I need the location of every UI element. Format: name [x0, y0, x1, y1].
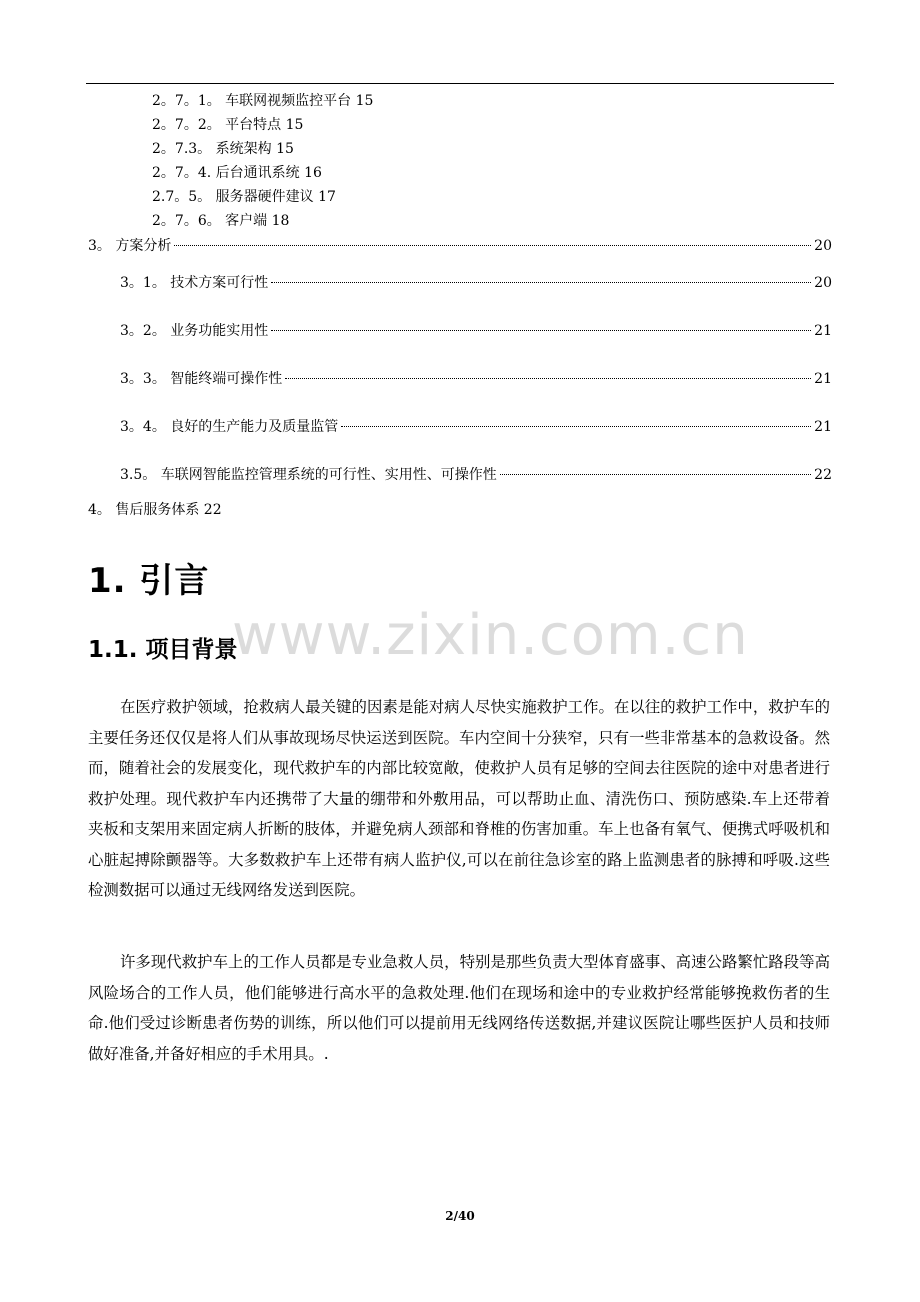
toc-item-2-7-5[interactable]: 2.7。5。 服务器硬件建议 17: [152, 189, 336, 205]
toc-item-3[interactable]: [88, 237, 832, 255]
toc-page-number: 21: [814, 323, 832, 339]
toc-page-number: 22: [814, 467, 832, 483]
toc-item-3-4[interactable]: [120, 418, 832, 436]
watermark: www.zixin.com.cn: [232, 603, 749, 668]
toc-leader-dots: [174, 245, 811, 246]
toc-label: 3。4。 良好的生产能力及质量监管: [120, 419, 339, 435]
toc-label: 3。2。 业务功能实用性: [120, 323, 269, 339]
heading-project-background: 1.1. 项目背景: [88, 637, 238, 663]
toc-item-3-1[interactable]: [120, 274, 832, 292]
body-paragraph-2: 许多现代救护车上的工作人员都是专业急救人员，特别是那些负责大型体育盛事、高速公路繁忙路段等高风险场合的工作人员，他们能够进行高水平的急救处理.他们在现场和途中的专业救护经常能够挽救伤者的生命.他们受过诊断患者伤势的训练，所以他们可以提前用无线网络传送数据,并建议医院让哪些医护人员和技师做好准备,并备好相应的手术用具。.: [88, 953, 830, 1063]
toc-label: 3。 方案分析: [88, 238, 172, 254]
toc-leader-dots: [341, 426, 811, 427]
toc-leader-dots: [271, 282, 811, 283]
body-paragraph-1: 在医疗救护领域，抢救病人最关键的因素是能对病人尽快实施救护工作。在以往的救护工作中，救护车的主要任务还仅仅是将人们从事故现场尽快运送到医院。车内空间十分狭窄，只有一些非常基本的急救设备。然而，随着社会的发展变化，现代救护车的内部比较宽敞，使救护人员有足够的空间去往医院的途中对患者进行救护处理。现代救护车内还携带了大量的绷带和外敷用品，可以帮助止血、清洗伤口、预防感染.车上还带着夹板和支架用来固定病人折断的肢体，并避免病人颈部和脊椎的伤害加重。车上也备有氧气、便携式呼吸机和心脏起搏除颤器等。大多数救护车上还带有病人监护仪,可以在前往急诊室的路上监测患者的脉搏和呼吸.这些检测数据可以通过无线网络发送到医院。: [88, 698, 830, 899]
toc-page-number: 20: [814, 238, 832, 254]
toc-leader-dots: [285, 378, 811, 379]
toc-page-number: 21: [814, 371, 832, 387]
page-number: 2/40: [445, 1209, 475, 1223]
toc-item-2-7-6[interactable]: 2。7。6。 客户端 18: [152, 213, 290, 229]
heading-introduction: 1. 引言: [88, 561, 210, 601]
header-rule: [86, 83, 834, 84]
toc-item-2-7-3[interactable]: 2。7.3。 系统架构 15: [152, 141, 294, 157]
toc-item-2-7-4[interactable]: 2。7。4. 后台通讯系统 16: [152, 165, 322, 181]
toc-item-3-3[interactable]: [120, 370, 832, 388]
toc-leader-dots: [271, 330, 811, 331]
toc-item-3-5[interactable]: [120, 466, 832, 484]
toc-leader-dots: [500, 474, 811, 475]
toc-page-number: 21: [814, 419, 832, 435]
toc-label: 3.5。 车联网智能监控管理系统的可行性、实用性、可操作性: [120, 467, 497, 483]
toc-label: 3。1。 技术方案可行性: [120, 275, 269, 291]
toc-item-2-7-1[interactable]: 2。7。1。 车联网视频监控平台 15: [152, 93, 374, 109]
toc-item-4[interactable]: 4。 售后服务体系 22: [88, 502, 222, 518]
toc-page-number: 20: [814, 275, 832, 291]
toc-item-3-2[interactable]: [120, 322, 832, 340]
toc-label: 3。3。 智能终端可操作性: [120, 371, 283, 387]
toc-item-2-7-2[interactable]: 2。7。2。 平台特点 15: [152, 117, 304, 133]
